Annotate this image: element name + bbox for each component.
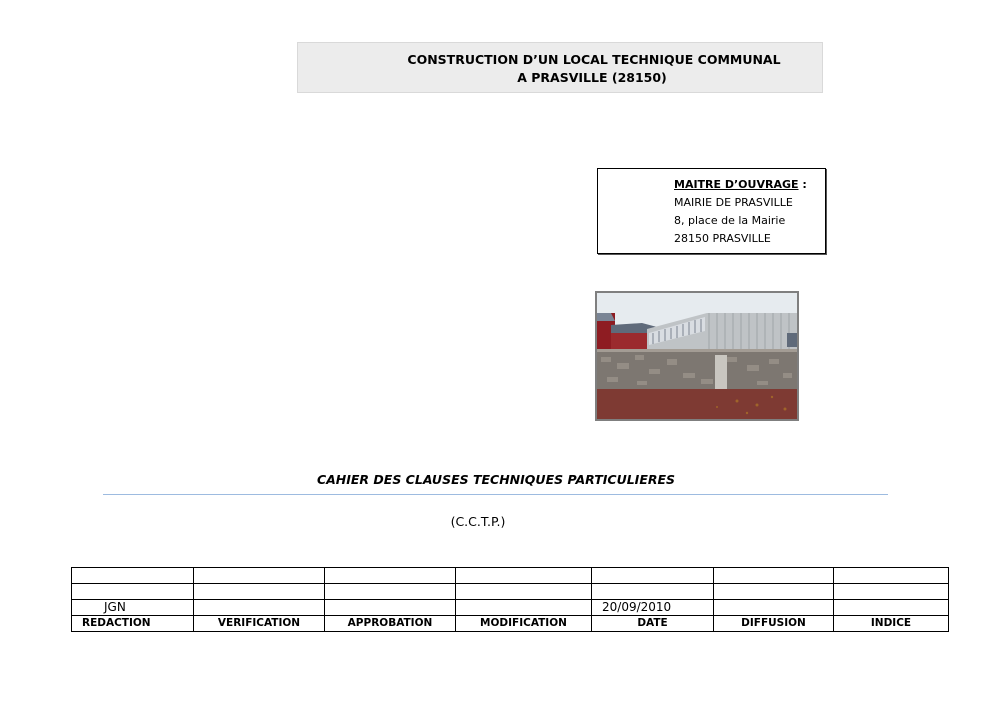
building-photo-image (597, 293, 797, 419)
table-cell (592, 568, 714, 584)
owner-heading-colon: : (798, 178, 807, 191)
project-title-box (297, 42, 823, 93)
owner-name: MAIRIE DE PRASVILLE (674, 196, 793, 209)
owner-box (597, 168, 826, 254)
building-photo (595, 291, 799, 421)
title-rule (103, 494, 888, 495)
table-cell (714, 584, 834, 600)
table-cell (714, 568, 834, 584)
column-header-indice: INDICE (834, 616, 949, 632)
table-cell (325, 600, 456, 616)
table-row (72, 568, 949, 584)
owner-city: 28150 PRASVILLE (674, 232, 771, 245)
column-header-diffusion: DIFFUSION (714, 616, 834, 632)
owner-heading (674, 176, 825, 194)
table-cell (456, 584, 592, 600)
column-header-modification: MODIFICATION (456, 616, 592, 632)
column-header-date: DATE (592, 616, 714, 632)
owner-heading-label: MAITRE D’OUVRAGE (674, 178, 799, 191)
table-cell (72, 568, 194, 584)
table-cell (834, 568, 949, 584)
table-cell (456, 568, 592, 584)
table-cell (592, 584, 714, 600)
table-cell (325, 568, 456, 584)
table-cell (834, 600, 949, 616)
project-title-line-2: A PRASVILLE (28150) (517, 70, 667, 85)
column-header-verification: VERIFICATION (194, 616, 325, 632)
column-header-redaction: REDACTION (72, 616, 194, 632)
date-value: 20/09/2010 (592, 600, 714, 616)
table-cell (72, 584, 194, 600)
column-header-approbation: APPROBATION (325, 616, 456, 632)
table-cell (194, 584, 325, 600)
redaction-value: JGN (72, 600, 194, 616)
project-title-line-1: CONSTRUCTION D’UN LOCAL TECHNIQUE COMMUNAL (407, 52, 781, 67)
owner-address: 8, place de la Mairie (674, 214, 786, 227)
table-cell (325, 584, 456, 600)
table-header-row (72, 616, 949, 632)
table-cell (834, 584, 949, 600)
signature-table (71, 567, 949, 632)
table-row (72, 600, 949, 616)
document-acronym: (C.C.T.P.) (450, 514, 506, 529)
table-row (72, 584, 949, 600)
document-title: CAHIER DES CLAUSES TECHNIQUES PARTICULIERES (316, 472, 676, 487)
table-cell (194, 600, 325, 616)
table-cell (194, 568, 325, 584)
table-cell (456, 600, 592, 616)
table-cell (714, 600, 834, 616)
